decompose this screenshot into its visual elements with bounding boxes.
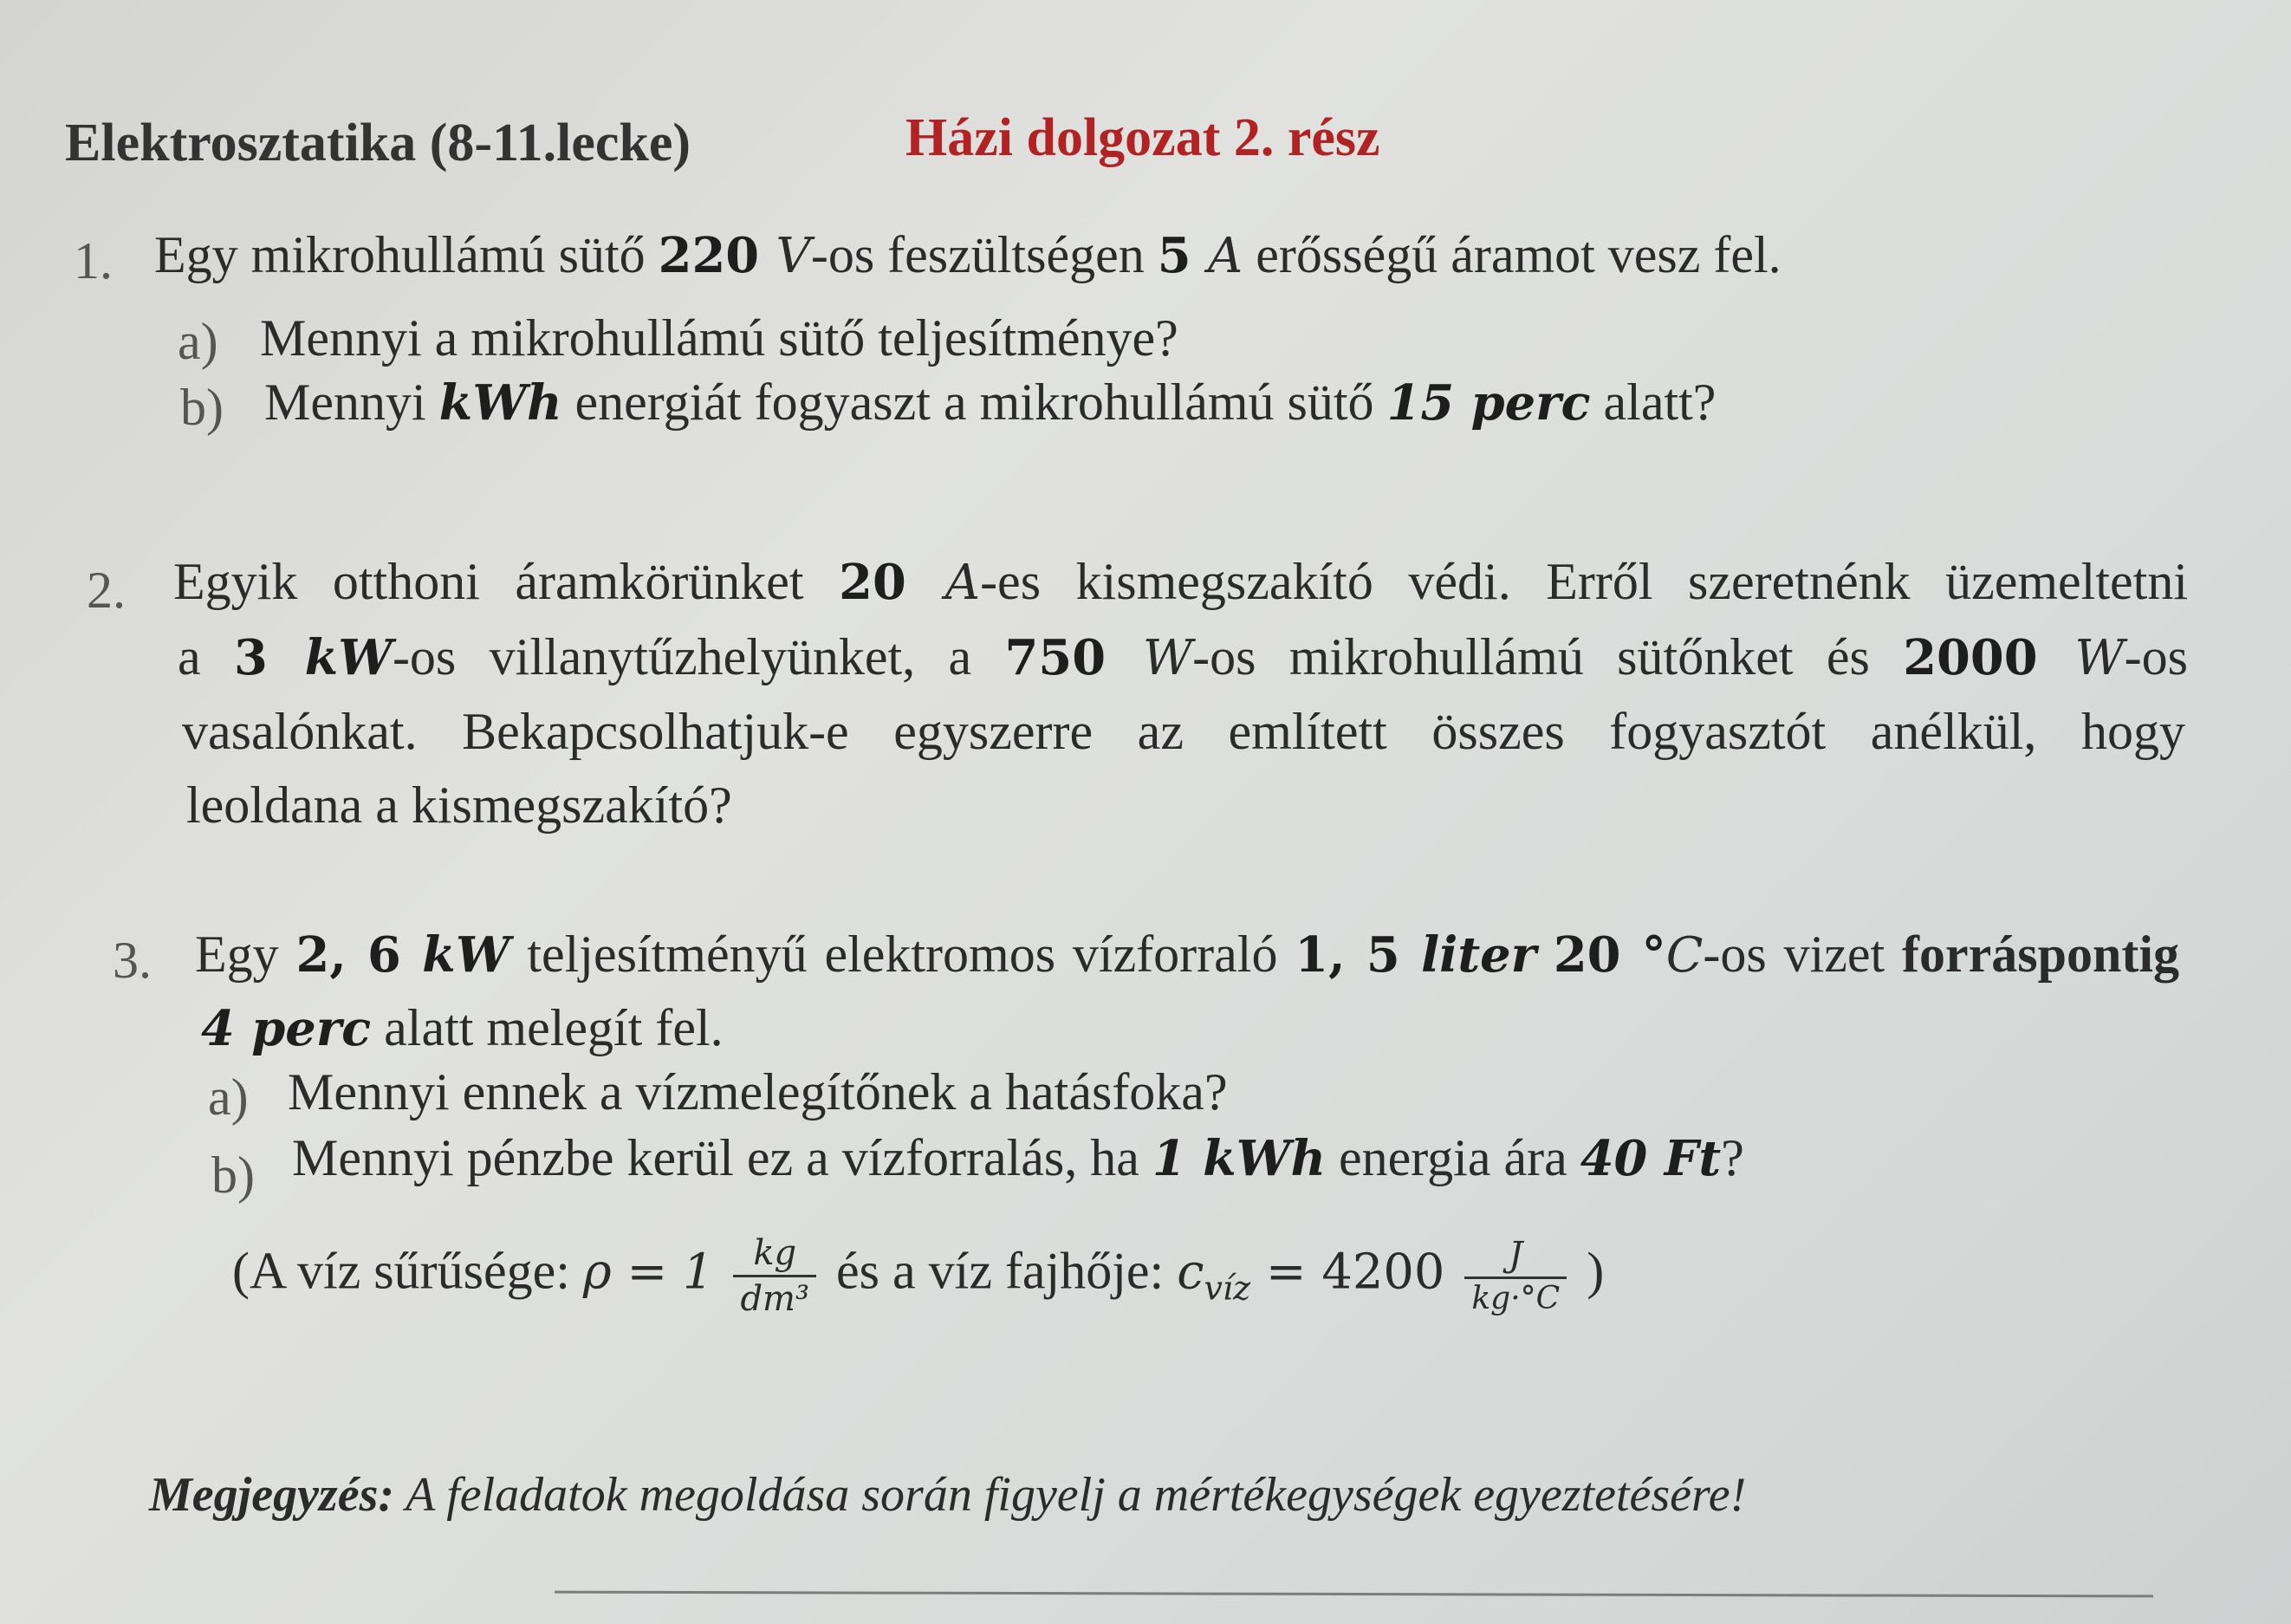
question-1a-text: Mennyi a mikrohullámú sütő teljesítménye? <box>260 309 1178 367</box>
homework-title: Házi dolgozat 2. rész <box>905 108 1380 167</box>
note-text: A feladatok megoldása során figyelj a mértékegységek egyeztetésére! <box>394 1468 1747 1522</box>
question-3a-text: Mennyi ennek a vízmelegítőnek a hatásfoka? <box>288 1063 1228 1121</box>
density-unit-fraction: $\frac{kg}{\text{dm³}}$ <box>733 1235 816 1317</box>
topic-title: Elektrosztatika (8-11.lecke) <box>65 114 691 172</box>
question-2-line-2: a 3 kW-os villanytűzhelyünket, a 750 W-os mikrohullámú sütőnket és 2000 W-os <box>178 628 2189 686</box>
note <box>149 1466 1746 1524</box>
bottom-divider <box>555 1591 2153 1598</box>
question-2-number: 2. <box>87 562 126 619</box>
question-3-line-1: Egy 2, 6 kW teljesítményű elektromos vízforraló 1, 5 liter 20 °C-os vizet forráspontig <box>195 926 2180 984</box>
question-1b-text: Mennyi kWh energiát fogyaszt a mikrohullámú sütő 15 perc alatt? <box>264 374 1717 432</box>
question-3b-label: b) <box>211 1147 255 1204</box>
question-3b-text: Mennyi pénzbe kerül ez a vízforralás, ha 1 kWh energia ára 40 Ft? <box>292 1129 1744 1187</box>
note-label: Megjegyzés: <box>149 1468 395 1522</box>
question-2-line-4: leoldana a kismegszakító? <box>186 776 732 834</box>
question-1-number: 1. <box>74 232 113 289</box>
question-1a-label: a) <box>178 313 218 370</box>
question-3-number: 3. <box>113 932 152 989</box>
specific-heat-unit-fraction: $\frac{J}{kg\cdot^\circ C}$ <box>1464 1237 1567 1315</box>
question-3a-label: a) <box>208 1069 249 1126</box>
question-3-line-2: 4 perc alatt melegít fel. <box>201 999 724 1057</box>
question-2-line-3: vasalónkat. Bekapcsolhatjuk-e egyszerre az említett összes fogyasztót anélkül, hogy <box>182 703 2185 760</box>
question-1-stem: Egy mikrohullámú sütő 220 V-os feszültségen 5 A erősségű áramot vesz fel. <box>154 226 1782 284</box>
given-constants: (A víz sűrűsége: ρ = 1 $\frac{kg}{\text{dm³}}$ és a víz fajhője: $c_{víz} = 4200$ $\frac{J}{kg\cdot^\circ C}$ ) <box>232 1233 1605 1319</box>
question-1b-label: b) <box>180 379 224 436</box>
question-2-line-1: Egyik otthoni áramkörünket 20 A-es kismegszakító védi. Erről szeretnénk üzemeltetni <box>173 553 2188 611</box>
